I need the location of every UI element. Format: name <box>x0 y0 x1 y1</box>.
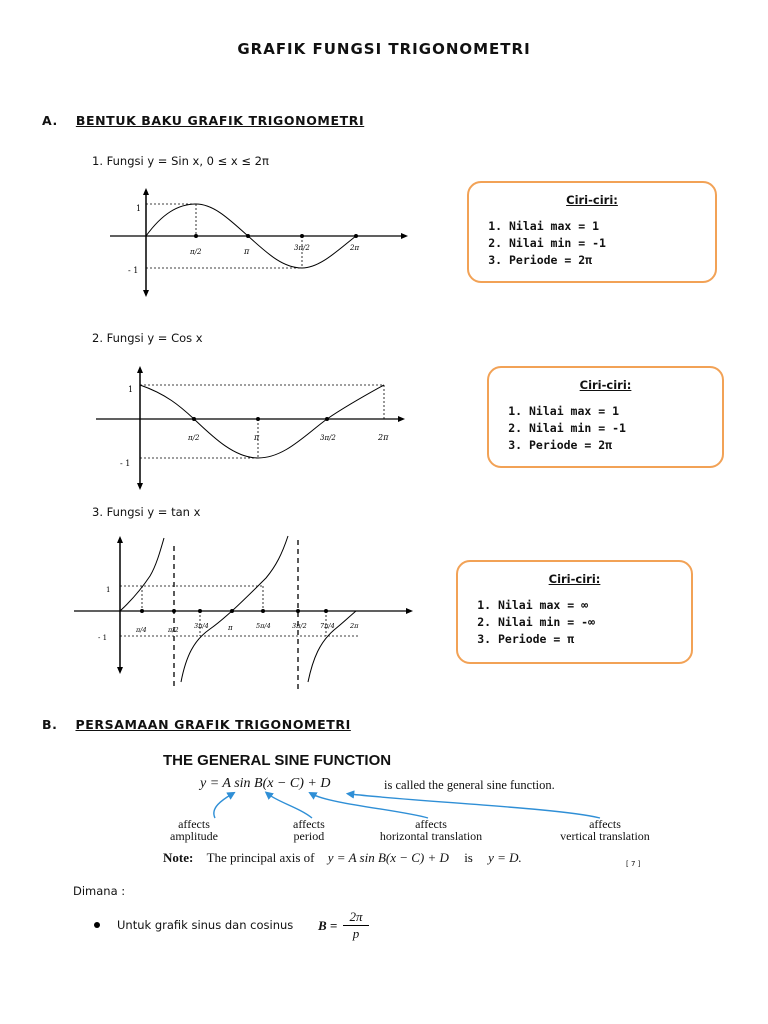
graph3-label: 3. Fungsi y = tan x <box>92 505 201 519</box>
sine-graph <box>100 180 420 300</box>
arrow-horizontal <box>312 794 428 818</box>
bullet-dot <box>94 922 100 928</box>
tick-dot <box>140 609 144 613</box>
horizontal-translation-text: horizontal translation <box>379 829 483 843</box>
graph1-label: 1. Fungsi y = Sin x, 0 ≤ x ≤ 2π <box>92 154 269 168</box>
tick-label-7pi-4: 7π/4 <box>320 622 335 630</box>
tick-label-3pi-2: 3π/2 <box>292 622 307 630</box>
tick-label-5pi-4: 5π/4 <box>256 622 271 630</box>
section-a-title: BENTUK BAKU GRAFIK TRIGONOMETRI <box>75 113 365 128</box>
tick-label-one: 1 <box>106 586 111 594</box>
ciri-item: 2. Nilai min = -1 <box>529 421 722 435</box>
general-equation: y = A sin B(x − C) + D <box>200 776 331 791</box>
figure-ref: [ 7 ] <box>626 860 641 868</box>
tick-dot <box>256 417 260 421</box>
page-title: GRAFIK FUNGSI TRIGONOMETRI <box>237 40 531 58</box>
tick-dot <box>296 609 300 613</box>
amplitude-text: amplitude <box>170 829 218 843</box>
tick-label-pi-2: π/2 <box>168 626 179 634</box>
tick-dot <box>192 417 196 421</box>
fraction-numerator: 2π <box>349 909 363 924</box>
ciri-item: 3. Periode = π <box>498 632 691 646</box>
affects-text: affects <box>178 817 210 831</box>
tick-dot <box>172 609 176 613</box>
note-result: y = D. <box>488 850 522 865</box>
tan-branch <box>120 538 164 611</box>
period-text: period <box>293 829 325 843</box>
y-axis-arrow-down <box>137 483 143 490</box>
tick-label-pi-2: π/2 <box>190 248 202 256</box>
tick-label-pi: π <box>228 624 233 632</box>
tick-label-2pi: 2π <box>378 433 389 442</box>
vertical-translation-text: vertical translation <box>560 829 650 843</box>
y-axis-arrow-down <box>143 290 149 297</box>
tick-dot <box>300 234 304 238</box>
tick-label-pi: π <box>244 247 250 256</box>
tick-label-minus-one: - 1 <box>120 459 131 468</box>
tick-dot <box>261 609 265 613</box>
formula-fraction <box>343 909 369 942</box>
bullet-text: Untuk grafik sinus dan cosinus <box>117 918 294 932</box>
tick-dot <box>325 417 329 421</box>
tangent-graph <box>70 532 420 692</box>
ciri-item: 3. Periode = 2π <box>529 438 722 452</box>
label-horizontal <box>366 818 496 842</box>
ciri-box-1 <box>467 181 717 283</box>
tick-dot <box>246 234 250 238</box>
x-axis-arrow <box>406 608 413 614</box>
section-a-heading <box>42 113 364 128</box>
y-axis-arrow-up <box>143 188 149 195</box>
tick-dot <box>354 234 358 238</box>
note-equation: y = A sin B(x − C) + D <box>327 850 449 865</box>
ciri-item: 2. Nilai min = -1 <box>509 236 715 250</box>
tick-label-pi-4: π/4 <box>136 626 147 634</box>
ciri-item: 1. Nilai max = 1 <box>509 219 715 233</box>
tick-label-minus-one: - 1 <box>98 634 108 642</box>
tick-label-minus-one: - 1 <box>128 266 139 275</box>
label-period <box>293 818 325 842</box>
cosine-graph <box>90 362 420 494</box>
ciri-item: 1. Nilai max = ∞ <box>498 598 691 612</box>
ciri-list <box>489 404 722 452</box>
tick-dot <box>324 609 328 613</box>
general-called-text: is called the general sine function. <box>384 778 555 792</box>
tick-label-3pi-2: 3π/2 <box>294 244 310 252</box>
tick-label-2pi: 2π <box>350 622 359 630</box>
tick-label-one: 1 <box>136 204 142 213</box>
tick-label-3pi-4: 3π/4 <box>194 622 209 630</box>
arrow-amplitude <box>214 794 232 818</box>
affects-text: affects <box>415 817 447 831</box>
y-axis-arrow-up <box>117 536 123 543</box>
label-vertical <box>545 818 665 842</box>
note-text: The principal axis of <box>206 850 315 865</box>
tick-label-pi: π <box>254 433 260 442</box>
section-b-heading <box>42 717 351 732</box>
tan-branch <box>181 536 288 682</box>
ciri-list <box>458 598 691 646</box>
cosine-curve <box>140 385 384 458</box>
affects-text: affects <box>293 817 325 831</box>
graph2-label: 2. Fungsi y = Cos x <box>92 331 203 345</box>
tick-label-pi-2: π/2 <box>188 434 200 442</box>
y-axis-arrow-up <box>137 366 143 373</box>
x-axis-arrow <box>401 233 408 239</box>
note-label: Note: <box>163 850 194 865</box>
ciri-box-2 <box>487 366 724 468</box>
general-sine-heading: THE GENERAL SINE FUNCTION <box>163 752 392 769</box>
tick-dot <box>198 609 202 613</box>
affects-text: affects <box>589 817 621 831</box>
ciri-heading: Ciri-ciri: <box>579 378 632 392</box>
section-a-letter: A. <box>42 113 58 128</box>
ciri-list <box>469 219 715 267</box>
section-b-title: PERSAMAAN GRAFIK TRIGONOMETRI <box>75 717 351 732</box>
tick-label-2pi: 2π <box>350 244 360 252</box>
tick-label-3pi-2: 3π/2 <box>320 434 336 442</box>
section-b-letter: B. <box>42 717 58 732</box>
ciri-heading: Ciri-ciri: <box>566 193 618 207</box>
x-axis-arrow <box>398 416 405 422</box>
formula-lhs: B = <box>318 918 338 933</box>
note-is: is <box>464 850 473 865</box>
tick-label-one: 1 <box>128 385 134 394</box>
ciri-item: 1. Nilai max = 1 <box>529 404 722 418</box>
fraction-denominator: p <box>343 925 369 942</box>
ciri-heading: Ciri-ciri: <box>548 572 601 586</box>
tick-dot <box>194 234 198 238</box>
ciri-item: 2. Nilai min = -∞ <box>498 615 691 629</box>
label-amplitude <box>170 818 218 842</box>
arrow-vertical <box>350 794 600 818</box>
ciri-item: 3. Periode = 2π <box>509 253 715 267</box>
arrow-period <box>268 794 312 818</box>
dimana-label: Dimana : <box>73 884 126 898</box>
note-line <box>163 850 522 866</box>
tick-dot <box>230 609 234 613</box>
y-axis-arrow-down <box>117 667 123 674</box>
ciri-box-3 <box>456 560 693 664</box>
